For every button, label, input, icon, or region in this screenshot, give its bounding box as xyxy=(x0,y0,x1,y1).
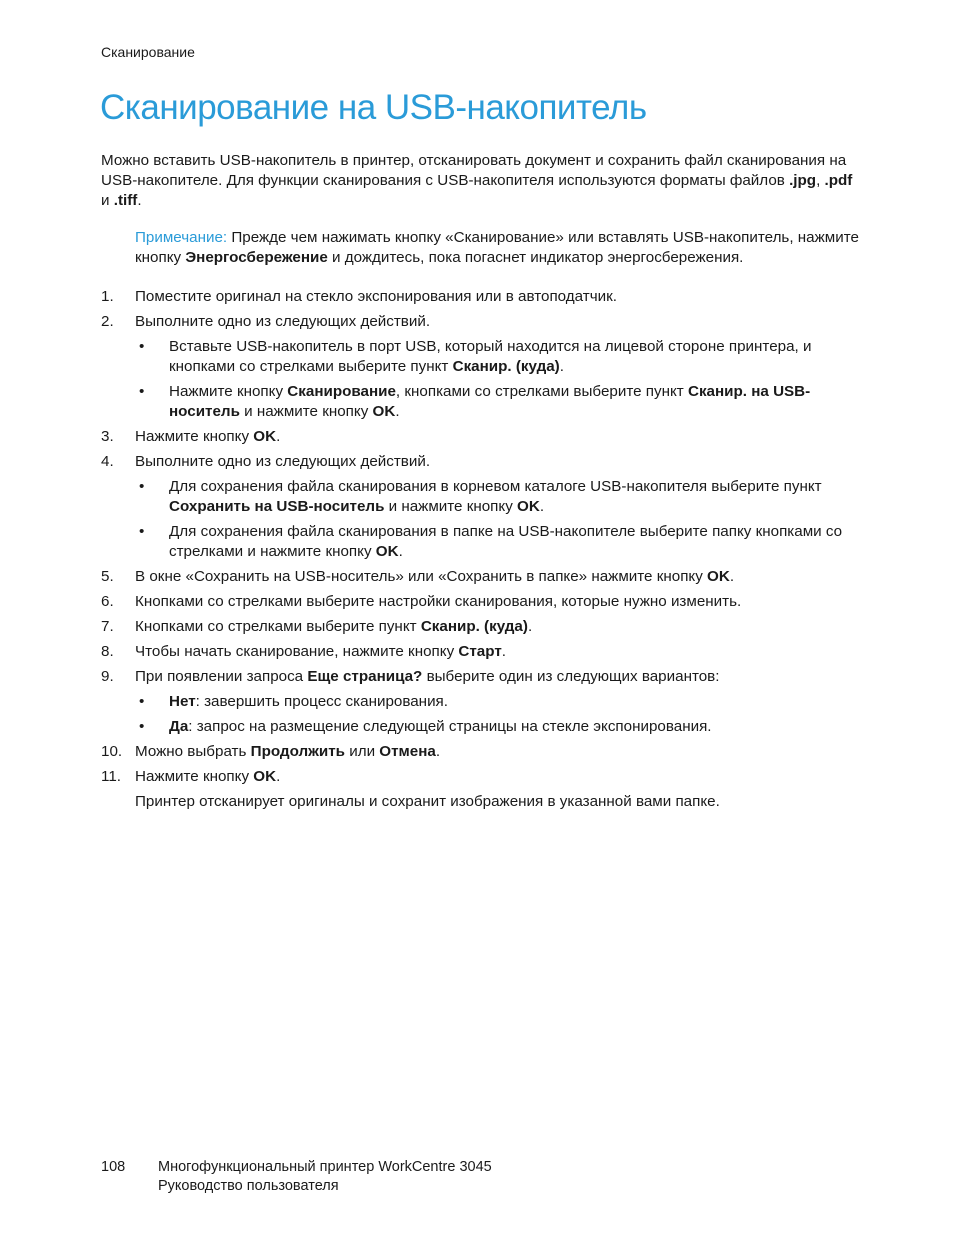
step-text: или xyxy=(345,743,380,760)
note-text: Прежде чем нажимать кнопку «Сканирование» или вставлять USB-накопитель, нажмите кнопку xyxy=(135,229,859,266)
list-item xyxy=(101,567,861,587)
step-body xyxy=(135,618,532,635)
bullet-icon: • xyxy=(139,478,145,495)
step-number: 8. xyxy=(101,643,114,660)
intro-end: . xyxy=(137,192,142,209)
step-text: . xyxy=(729,568,735,585)
list-item xyxy=(101,667,861,737)
step-number: 10. xyxy=(101,743,123,760)
footer-guide: Руководство пользователя xyxy=(158,1178,339,1194)
step-text: Нажмите кнопку xyxy=(135,768,254,785)
running-head: Сканирование xyxy=(101,44,195,60)
step-text: . xyxy=(539,498,545,515)
step-text: Вставьте USB-накопитель в порт USB, который находится на лицевой стороне принтера, и кнопками со стрелками выберите пункт xyxy=(169,338,812,375)
step-body xyxy=(135,313,430,330)
step-text: , кнопками со стрелками выберите пункт xyxy=(395,383,688,400)
step-text: Можно выбрать xyxy=(135,743,251,760)
step-body xyxy=(135,453,430,470)
sub-list xyxy=(135,477,861,562)
bold-term: Сканир. на USB-носитель xyxy=(169,383,811,420)
step-text: . xyxy=(395,403,400,420)
step-body xyxy=(135,768,280,785)
list-item xyxy=(101,642,861,662)
bold-term: Сканирование xyxy=(287,383,396,400)
bold-term: OK xyxy=(517,498,540,515)
bullet-icon: • xyxy=(139,693,145,710)
bullet-icon: • xyxy=(139,718,145,735)
note xyxy=(135,228,861,268)
step-text: Выполните одно из следующих действий. xyxy=(135,313,431,330)
bullet-icon: • xyxy=(139,523,145,540)
step-text: Поместите оригинал на стекло экспонирования или в автоподатчик. xyxy=(135,288,617,305)
bold-term: Сохранить на USB-носитель xyxy=(169,498,385,515)
format-pdf: .pdf xyxy=(824,172,853,189)
format-tiff: .tiff xyxy=(113,192,138,209)
list-item xyxy=(101,592,861,612)
intro-sep: , xyxy=(816,172,825,189)
bold-term: Нет xyxy=(169,693,196,710)
bold-term: Да xyxy=(169,718,189,735)
step-number: 9. xyxy=(101,668,114,685)
list-item xyxy=(101,742,861,762)
bold-term: OK xyxy=(253,768,277,785)
sub-list-item xyxy=(135,522,861,562)
step-text: . xyxy=(527,618,533,635)
step-text: В окне «Сохранить на USB-носитель» или «Сохранить в папке» нажмите кнопку xyxy=(135,568,708,585)
bullet-icon: • xyxy=(139,338,145,355)
step-text: и нажмите кнопку xyxy=(239,403,373,420)
note-label: Примечание: xyxy=(135,229,228,246)
step-text: : запрос на размещение следующей страницы на стекле экспонирования. xyxy=(188,718,712,735)
intro-sep: и xyxy=(101,192,114,209)
step-text: При появлении запроса xyxy=(135,668,308,685)
sub-list xyxy=(135,692,861,737)
step-text: . xyxy=(435,743,441,760)
step-number: 1. xyxy=(101,288,114,305)
format-jpg: .jpg xyxy=(789,172,817,189)
step-number: 11. xyxy=(101,768,121,785)
step-text: и нажмите кнопку xyxy=(384,498,518,515)
list-item xyxy=(101,287,861,307)
bullet-icon: • xyxy=(139,383,145,400)
step-text: . xyxy=(559,358,564,375)
note-bold: Энергосбережение xyxy=(185,249,328,266)
step-body xyxy=(135,743,440,760)
step-number: 4. xyxy=(101,453,114,470)
page-number: 108 xyxy=(101,1159,126,1175)
sub-list-item xyxy=(135,717,861,737)
step-body xyxy=(135,428,280,445)
list-item xyxy=(101,427,861,447)
step-text: Кнопками со стрелками выберите пункт xyxy=(135,618,421,635)
bold-term: OK xyxy=(707,568,730,585)
step-text: Выполните одно из следующих действий. xyxy=(135,453,431,470)
list-item xyxy=(101,312,861,422)
step-number: 2. xyxy=(101,313,114,330)
step-body xyxy=(135,288,617,305)
steps-list xyxy=(101,287,861,812)
list-item xyxy=(101,767,861,812)
bold-term: Сканир. (куда) xyxy=(452,358,560,375)
step-number: 5. xyxy=(101,568,114,585)
step-text: . xyxy=(501,643,506,660)
step-text: Нажмите кнопку xyxy=(135,428,254,445)
bold-term: OK xyxy=(372,403,396,420)
step-body xyxy=(135,568,734,585)
footer xyxy=(101,1158,492,1196)
step-text: : завершить процесс сканирования. xyxy=(195,693,448,710)
bold-term: OK xyxy=(253,428,277,445)
intro-paragraph xyxy=(101,151,861,211)
step-text: Для сохранения файла сканирования в корневом каталоге USB-накопителя выберите пункт xyxy=(169,478,822,495)
step-text: . xyxy=(276,768,281,785)
step-body xyxy=(135,643,506,660)
step-number: 7. xyxy=(101,618,114,635)
page-title: Сканирование на USB-накопитель xyxy=(100,88,647,127)
sub-list-item xyxy=(135,692,861,712)
bold-term: OK xyxy=(375,543,399,560)
sub-list-item xyxy=(135,337,861,377)
step-text: Для сохранения файла сканирования в папке на USB-накопителе выберите папку кнопками со стрелками и нажмите кнопку xyxy=(169,523,843,560)
list-item xyxy=(101,617,861,637)
intro-text: Можно вставить USB-накопитель в принтер, отсканировать документ и сохранить файл сканирования на USB-накопителе. Для функции сканирования с USB-накопителя используются форматы файлов xyxy=(101,152,847,189)
step-text: . xyxy=(398,543,403,560)
bold-term: Отмена xyxy=(379,743,436,760)
bold-term: Сканир. (куда) xyxy=(420,618,528,635)
list-item xyxy=(101,452,861,562)
step-text: выберите один из следующих вариантов: xyxy=(422,668,720,685)
step-number: 3. xyxy=(101,428,114,445)
step-number: 6. xyxy=(101,593,114,610)
step-text: Кнопками со стрелками выберите настройки сканирования, которые нужно изменить. xyxy=(135,593,742,610)
step-body xyxy=(135,668,719,685)
note-text: и дождитесь, пока погаснет индикатор энергосбережения. xyxy=(327,249,744,266)
footer-product: Многофункциональный принтер WorkCentre 3045 xyxy=(158,1159,492,1175)
bold-term: Еще страница? xyxy=(307,668,423,685)
sub-list xyxy=(135,337,861,422)
step-text: . xyxy=(276,428,281,445)
step-text: Нажмите кнопку xyxy=(169,383,288,400)
step-text: Чтобы начать сканирование, нажмите кнопку xyxy=(135,643,459,660)
step-body xyxy=(135,593,741,610)
sub-list-item xyxy=(135,382,861,422)
step-result: Принтер отсканирует оригиналы и сохранит изображения в указанной вами папке. xyxy=(135,793,720,810)
content xyxy=(101,151,861,817)
sub-list-item xyxy=(135,477,861,517)
bold-term: Старт xyxy=(458,643,502,660)
bold-term: Продолжить xyxy=(250,743,345,760)
